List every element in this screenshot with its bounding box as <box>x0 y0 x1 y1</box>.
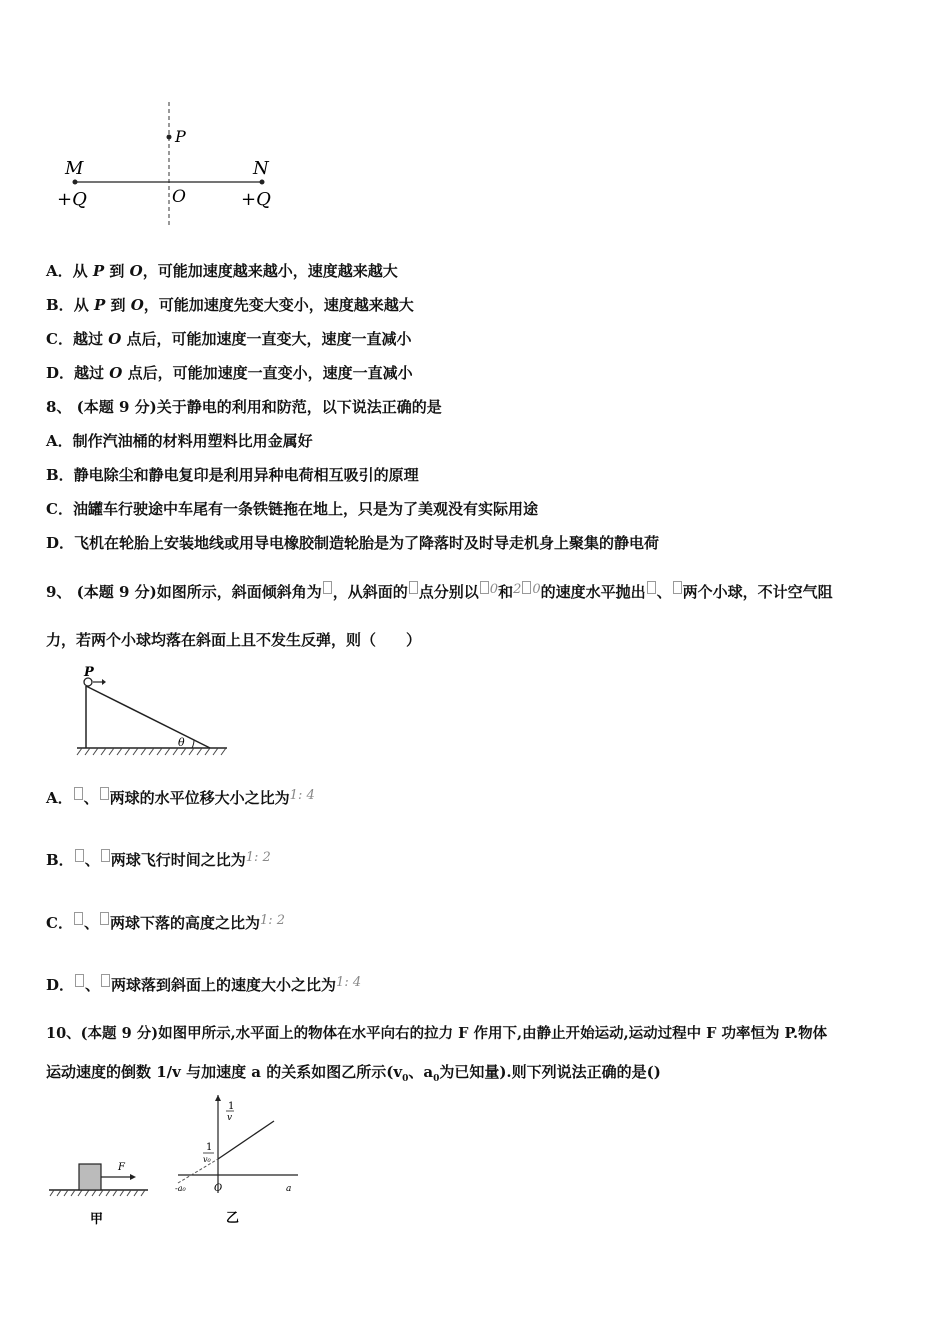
option-text: 两球的水平位移大小之比为 <box>109 789 290 807</box>
charges-figure <box>55 100 285 230</box>
math-v0: 0 <box>532 582 541 597</box>
label-theta: θ <box>178 736 185 749</box>
label-a0: -a₀ <box>175 1184 186 1193</box>
stem-text: 、a <box>408 1063 434 1081</box>
q9-stem-line2: 力，若两个小球均落在斜面上且不发生反弹，则（ ） <box>46 631 422 649</box>
var: O <box>129 262 143 280</box>
math-two: 2 <box>513 582 522 597</box>
missing-symbol-icon <box>522 581 531 594</box>
option-text: 到 <box>109 262 125 280</box>
q9-stem-line1 <box>46 580 833 602</box>
charge-n <box>260 180 265 185</box>
option-key: A． <box>46 789 73 807</box>
option-key: D． <box>46 976 75 994</box>
missing-symbol-icon <box>480 581 489 594</box>
axis-one: 1 <box>228 1101 235 1112</box>
q7-option-c[interactable] <box>46 329 412 349</box>
option-text: 、 <box>84 851 100 869</box>
option-text: 越过 <box>74 364 105 382</box>
stem-text: 9、 (本题 9 分)如图所示，斜面倾斜角为 <box>46 583 322 601</box>
block-figure <box>46 1150 156 1230</box>
option-text: ，可能加速度先变大变小，速度越来越大 <box>143 296 414 314</box>
q9-option-c[interactable] <box>46 911 285 933</box>
option-text: 两球下落的高度之比为 <box>109 914 260 932</box>
intercept-v0: v₀ <box>203 1155 211 1164</box>
q7-option-b[interactable] <box>46 295 414 315</box>
missing-symbol-icon <box>647 581 656 594</box>
stem-text: 运动速度的倒数 1/v 与加速度 a 的关系如图乙所示(v <box>46 1063 403 1081</box>
stem-text: 的速度水平抛出 <box>540 583 646 601</box>
incline-figure <box>72 660 232 760</box>
label-qn: +Q <box>241 189 271 210</box>
missing-symbol-icon <box>100 912 109 925</box>
q8-option-d[interactable]: D．飞机在轮胎上安装地线或用导电橡胶制造轮胎是为了降落时及时导走机身上聚集的静电荷 <box>46 534 660 552</box>
missing-symbol-icon <box>101 974 110 987</box>
option-text: 从 <box>72 262 88 280</box>
q10-stem-line2 <box>46 1062 661 1089</box>
ratio: 1: 2 <box>259 913 286 928</box>
option-key: B． <box>46 851 74 869</box>
q10-stem-line1: 10、(本题 9 分)如图甲所示,水平面上的物体在水平向右的拉力 F 作用下,由静止开始运动,运动过程中 F 功率恒为 P.物体 <box>46 1025 828 1042</box>
missing-symbol-icon <box>409 581 418 594</box>
charge-m <box>73 180 78 185</box>
option-text: 、 <box>83 789 99 807</box>
stem-text: 和 <box>498 583 514 601</box>
missing-symbol-icon <box>74 787 83 800</box>
label-p: P <box>84 665 94 680</box>
label-p: P <box>175 127 186 146</box>
missing-symbol-icon <box>75 974 84 987</box>
stem-text: 为已知量).则下列说法正确的是() <box>439 1063 661 1081</box>
q7-option-d[interactable] <box>46 363 413 383</box>
stem-text: 点分别以 <box>418 583 479 601</box>
label-a: a <box>286 1184 292 1194</box>
q8-option-c[interactable]: C．油罐车行驶途中车尾有一条铁链拖在地上，只是为了美观没有实际用途 <box>46 500 538 518</box>
var: P <box>93 296 106 314</box>
var: O <box>130 296 144 314</box>
option-text: 到 <box>110 296 126 314</box>
option-text: 越过 <box>72 330 103 348</box>
label-qm: +Q <box>57 189 87 210</box>
intercept-one: 1 <box>206 1142 213 1153</box>
block <box>79 1164 101 1190</box>
option-key: B． <box>46 296 74 314</box>
label-n: N <box>253 158 269 179</box>
q9-option-a[interactable] <box>46 786 315 808</box>
option-key: C． <box>46 330 73 348</box>
option-text: 两球落到斜面上的速度大小之比为 <box>111 976 337 994</box>
option-text: ，可能加速度越来越小，速度越来越大 <box>142 262 398 280</box>
option-text: 两球飞行时间之比为 <box>110 851 246 869</box>
graph-figure <box>170 1093 305 1228</box>
label-f: F <box>118 1162 125 1173</box>
q9-option-d[interactable] <box>46 973 361 995</box>
axis-v: v <box>227 1113 233 1123</box>
var: O <box>108 330 122 348</box>
option-text: 从 <box>73 296 89 314</box>
label-m: M <box>65 158 84 179</box>
q8-option-a[interactable]: A．制作汽油桶的材料用塑料比用金属好 <box>46 432 313 450</box>
option-text: 点后，可能加速度一直变小，速度一直减小 <box>127 364 413 382</box>
label-origin: O <box>214 1183 223 1194</box>
missing-symbol-icon <box>101 849 110 862</box>
missing-symbol-icon <box>100 787 109 800</box>
label-jia: 甲 <box>90 1212 104 1227</box>
var: O <box>109 364 123 382</box>
subscript: 0 <box>433 1074 440 1084</box>
label-o: O <box>172 187 186 207</box>
missing-symbol-icon <box>673 581 682 594</box>
option-key: D． <box>46 364 75 382</box>
missing-symbol-icon <box>74 912 83 925</box>
missing-symbol-icon <box>323 581 332 594</box>
stem-text: 、 <box>656 583 672 601</box>
q8-option-b[interactable]: B．静电除尘和静电复印是利用异种电荷相互吸引的原理 <box>46 466 419 484</box>
ratio: 1: 4 <box>289 788 315 803</box>
option-key: A． <box>46 262 73 280</box>
point-p <box>167 135 172 140</box>
stem-text: ，从斜面的 <box>332 583 408 601</box>
option-key: C． <box>46 914 73 932</box>
q8-stem: 8、 (本题 9 分)关于静电的利用和防范，以下说法正确的是 <box>46 398 442 416</box>
missing-symbol-icon <box>75 849 84 862</box>
q7-option-a[interactable] <box>46 261 398 281</box>
q9-option-b[interactable] <box>46 848 271 870</box>
var: P <box>92 262 105 280</box>
label-yi: 乙 <box>226 1211 240 1226</box>
ratio: 1: 4 <box>336 975 362 990</box>
stem-text: 两个小球，不计空气阻 <box>682 583 833 601</box>
option-text: 点后，可能加速度一直变大，速度一直减小 <box>126 330 412 348</box>
option-text: 、 <box>83 914 99 932</box>
option-text: 、 <box>85 976 101 994</box>
subscript: 0 <box>402 1074 409 1084</box>
ratio: 1: 2 <box>245 850 271 865</box>
math-v0: 0 <box>489 582 499 597</box>
